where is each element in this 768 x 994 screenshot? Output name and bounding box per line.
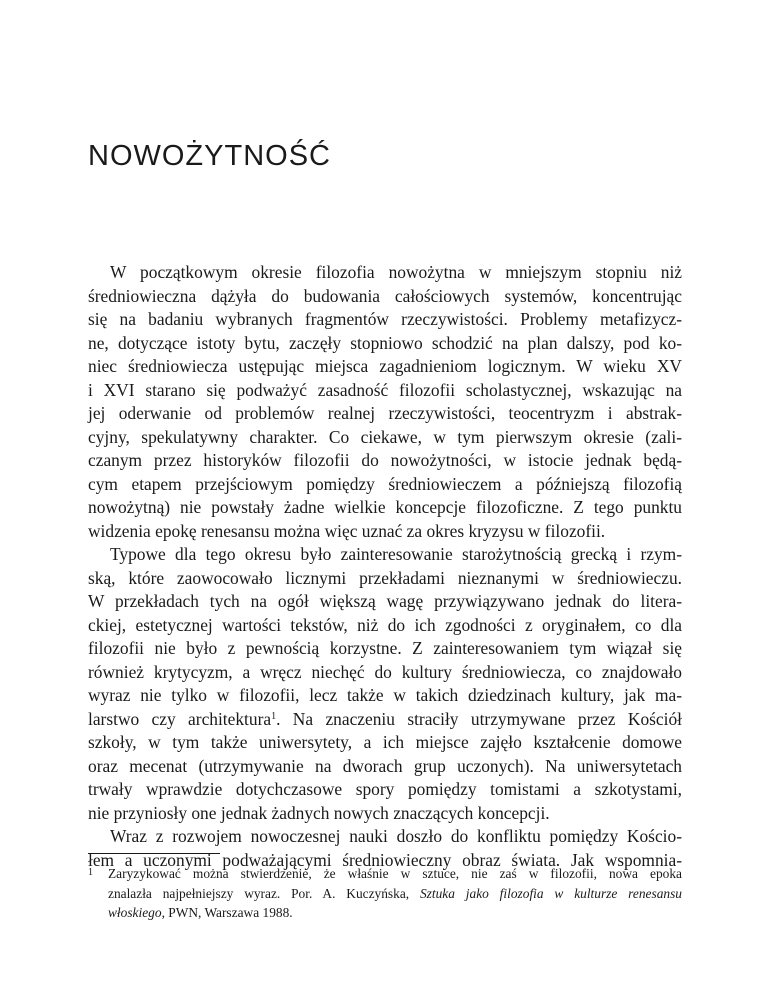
text-segment: znalazła najpełniejszy wyraz. Por. A. Kuczyńska,: [108, 885, 420, 901]
book-title-segment: Sztuka jako filozofia w kulturze renesansu: [419, 885, 682, 901]
text-line: nie przyniosły one jednak żadnych nowych znaczących koncepcji.: [88, 802, 550, 823]
text-line: trwały wprawdzie dotychczasowe spory pomiędzy tomistami a szkotystami,: [88, 779, 682, 799]
text-line: wyraz nie tylko w filozofii, lecz także w takich dziedzinach kultury, jak ma-: [88, 685, 682, 705]
text-line: W przekładach tych na ogół większą wagę przywiązywano jednak do litera-: [88, 591, 682, 611]
text-line: widzenia epokę renesansu można więc uznać za okres kryzysu w filozofii.: [88, 520, 606, 541]
footnote-text: [108, 864, 682, 923]
text-line: łem a uczonymi podważającymi średniowieczny obraz świata. Jak wspomnia-: [88, 849, 682, 870]
text-line: Wraz z rozwojem nowoczesnej nauki doszło do konfliktu pomiędzy Kościo-: [110, 826, 682, 846]
text-line: nowożytną) nie powstały żadne wielkie koncepcje filozoficzne. Z tego punktu: [88, 497, 682, 517]
footnote-reference[interactable]: 1: [271, 710, 277, 722]
text-line: jej oderwanie od problemów realnej rzeczywistości, teocentryzm i abstrak-: [88, 403, 682, 423]
footnote-line: [108, 903, 682, 923]
text-line: W początkowym okresie filozofia nowożytna w mniejszym stopniu niż: [110, 262, 682, 282]
text-line: oraz mecenat (utrzymywanie na dworach grup uczonych). Na uniwersytetach: [88, 755, 682, 776]
text-line: filozofii nie było z pewnością korzystne. Z zainteresowaniem tym wiązał się: [88, 638, 682, 658]
text-line: szkoły, w tym także uniwersytety, a ich miejsce zajęło kształcenie domowe: [88, 732, 682, 752]
text-line: niec średniowiecza ustępując miejsca zagadnieniom logicznym. W wieku XV: [88, 356, 682, 376]
page: [88, 0, 682, 994]
footnote-number: 1: [88, 867, 93, 878]
footnote-line: [108, 884, 682, 904]
book-title-segment: włoskiego: [108, 905, 162, 920]
text-line: ckiej, estetycznej wartości tekstów, niż do ich zgodności z oryginałem, co dla: [88, 614, 682, 635]
text-line: średniowieczna dążyła do budowania całościowych systemów, koncentrując: [88, 285, 682, 306]
text-line: i XVI starano się podważyć zasadność filozofii scholastycznej, wskazując na: [88, 379, 682, 400]
chapter-heading: NOWOŻYTNOŚĆ: [88, 140, 331, 172]
text-segment: larstwo czy architektura: [88, 708, 272, 729]
text-line: ską, które zaowocowało licznymi przekładami nieznanymi w średniowieczu.: [88, 567, 682, 588]
text-line: Typowe dla tego okresu było zainteresowanie starożytnością grecką i rzym-: [110, 544, 682, 564]
footnote-line: Zaryzykować można stwierdzenie, że właśnie w sztuce, nie zaś w filozofii, nowa epoka: [108, 866, 682, 881]
text-line: cyjny, spekulatywny charakter. Co ciekawe, w tym pierwszym okresie (zali-: [88, 426, 682, 447]
text-line: czanym przez historyków filozofii do nowożytności, w istocie jednak będą-: [88, 450, 682, 470]
text-line-with-footnote: [88, 708, 682, 732]
text-segment: . Na znaczeniu straciły utrzymywane przez Kościół: [276, 708, 682, 729]
text-segment: , PWN, Warszawa 1988.: [161, 905, 293, 920]
text-line: również krytycyzm, a wręcz niechęć do kultury średniowiecza, co znajdowało: [88, 661, 682, 682]
body-text: [88, 261, 682, 872]
text-line: ne, dotyczące istoty bytu, zaczęły stopniowo schodzić na plan dalszy, pod ko-: [88, 332, 682, 353]
footnote-separator: [88, 853, 220, 854]
text-line: się na badaniu wybranych fragmentów rzeczywistości. Problemy metafizycz-: [88, 309, 682, 329]
text-line: cym etapem przejściowym pomiędzy średniowieczem a późniejszą filozofią: [88, 473, 682, 494]
footnote: [88, 864, 682, 923]
